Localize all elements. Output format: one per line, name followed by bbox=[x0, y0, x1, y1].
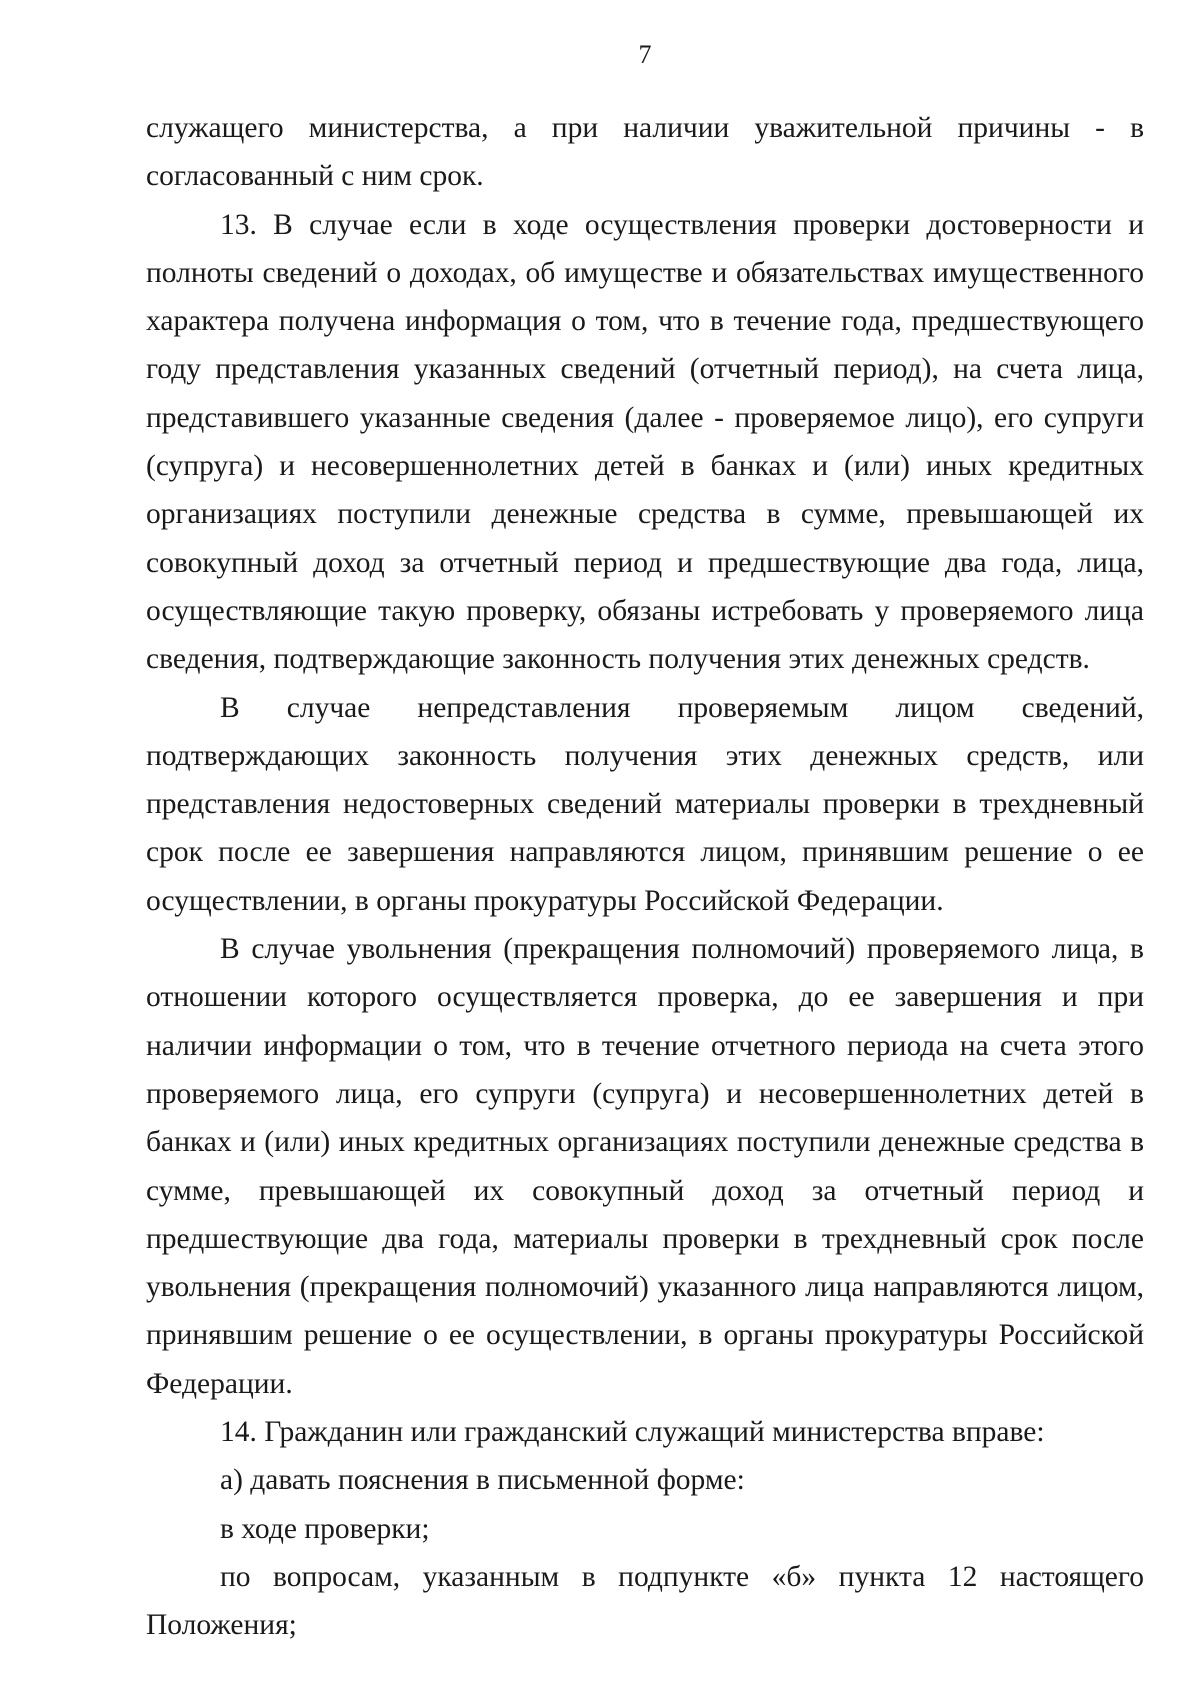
paragraph-on-questions: по вопросам, указанным в подпункте «б» пункта 12 настоящего Положения; bbox=[146, 1560, 1144, 1642]
paragraph-continuation-line-2: согласованный с ним срок. bbox=[146, 160, 484, 193]
page-number: 7 bbox=[638, 40, 652, 69]
paragraph-during-check: в ходе проверки; bbox=[220, 1512, 430, 1545]
paragraph-subitem-a: а) давать пояснения в письменной форме: bbox=[220, 1464, 745, 1497]
paragraph-non-submission: В случае непредставления проверяемым лицом сведений, подтверждающих законность получения этих денежных средств, или представления недостоверных сведений материалы проверки в трехдневный срок после ее завершения направляются лицом, принявшим решение о ее осуществлении, в органы прокуратуры Российской Федерации. bbox=[146, 691, 1144, 917]
paragraph-continuation-line-1: служащего министерства, а при наличии уважительной причины - в bbox=[146, 112, 1144, 144]
paragraph-dismissal: В случае увольнения (прекращения полномочий) проверяемого лица, в отношении которого осуществляется проверка, до ее завершения и при наличии информации о том, что в течение отчетного периода на счета этого проверяемого лица, его супруги (супруга) и несовершеннолетних детей в банках и (или) иных кредитных организациях поступили денежные средства в сумме, превышающей их совокупный доход за отчетный период и предшествующие два года, материалы проверки в трехдневный срок после увольнения (прекращения полномочий) указанного лица направляются лицом, принявшим решение о ее осуществлении, в органы прокуратуры Российской Федерации. bbox=[146, 933, 1144, 1400]
document-body bbox=[146, 104, 1144, 1650]
paragraph-item-13: 13. В случае если в ходе осуществления проверки достоверности и полноты сведений о доходах, об имуществе и обязательствах имущественного характера получена информация о том, что в течение года, предшествующего году представления указанных сведений (отчетный период), на счета лица, представившего указанные сведения (далее - проверяемое лицо), его супруги (супруга) и несовершеннолетних детей в банках и (или) иных кредитных организациях поступили денежные средства в сумме, превышающей их совокупный доход за отчетный период и предшествующие два года, лица, осуществляющие такую проверку, обязаны истребовать у проверяемого лица сведения, подтверждающие законность получения этих денежных средств. bbox=[146, 208, 1144, 676]
paragraph-item-14: 14. Гражданин или гражданский служащий министерства вправе: bbox=[220, 1416, 1045, 1449]
